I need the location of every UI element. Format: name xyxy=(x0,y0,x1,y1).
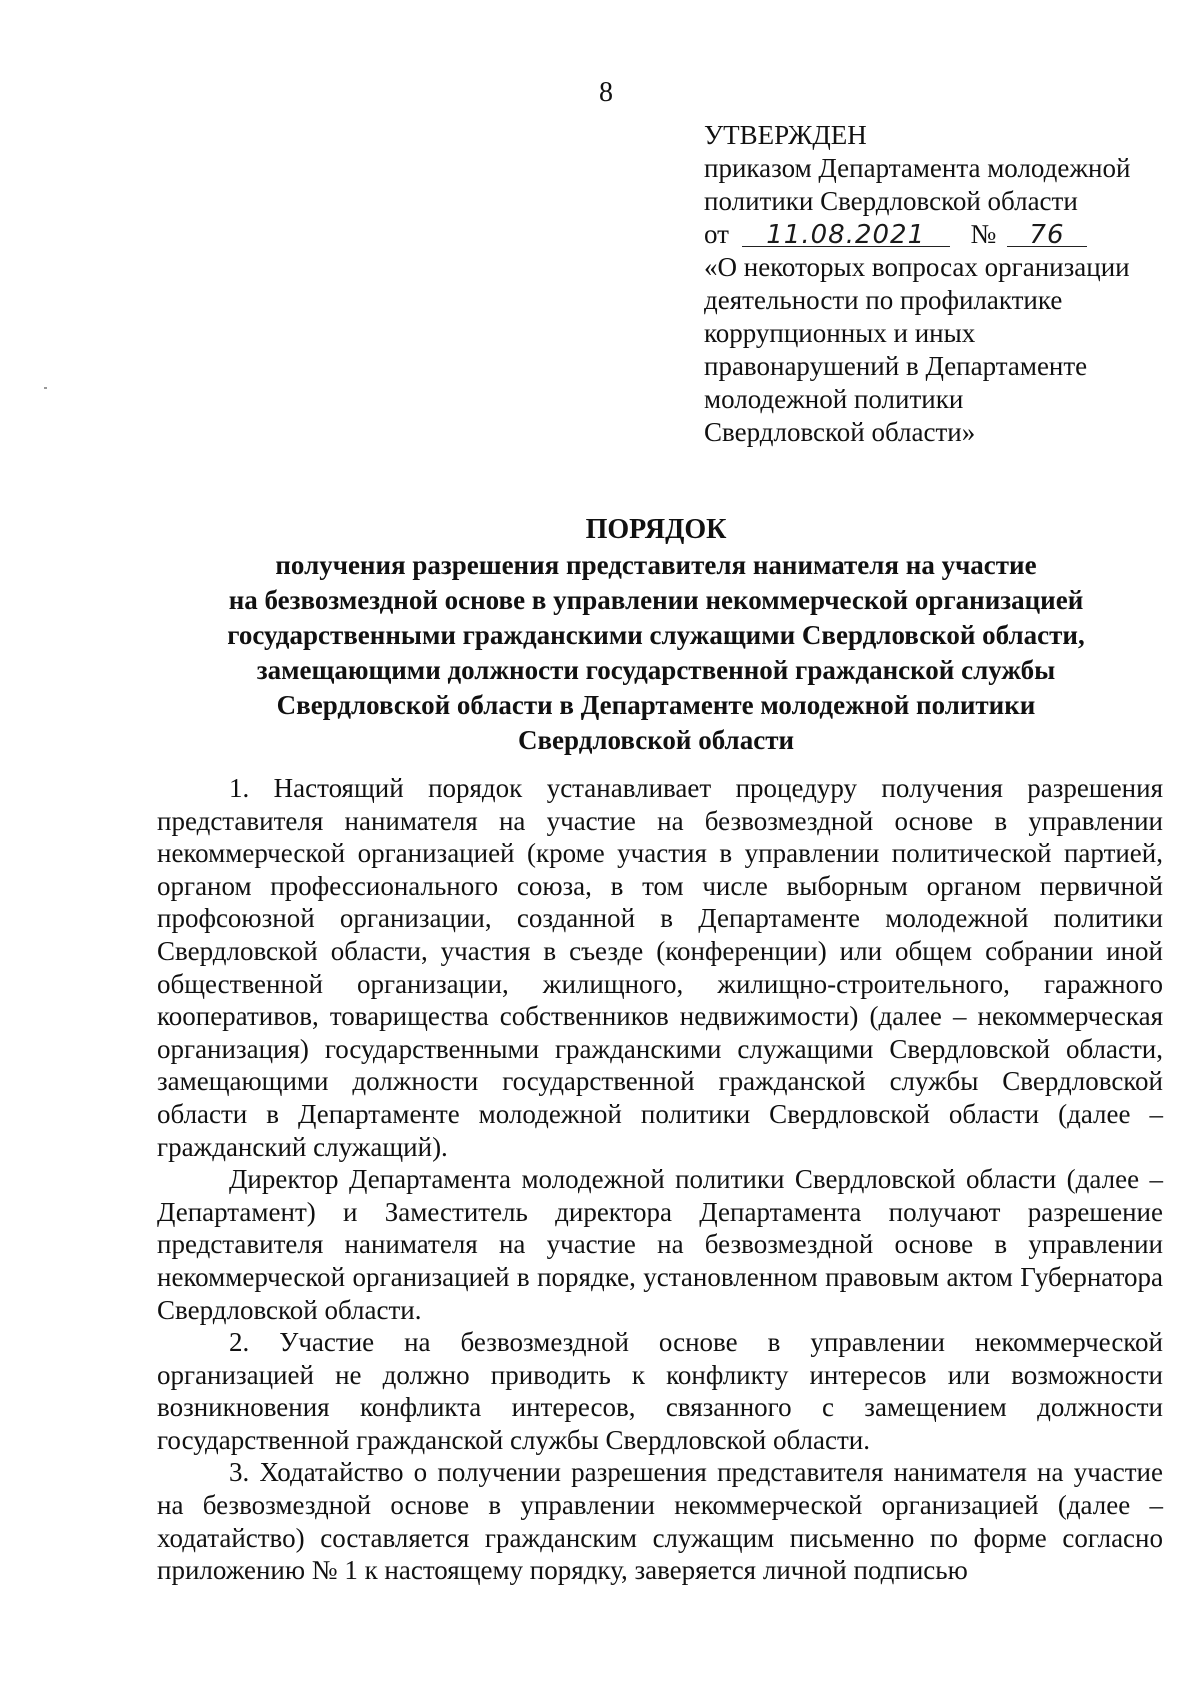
document-heading xyxy=(150,512,1162,758)
number-field xyxy=(1007,218,1087,250)
date-field xyxy=(742,218,950,250)
heading-line: на безвозмездной основе в управлении некоммерческой организацией xyxy=(228,585,1084,615)
subject-line: молодежной политики xyxy=(704,384,964,414)
page-number: 8 xyxy=(599,77,613,108)
heading-line: получения разрешения представителя нанимателя на участие xyxy=(275,550,1037,580)
heading-line: замещающими должности государственной гражданской службы xyxy=(256,655,1056,685)
handwritten-date: 11.08.2021 xyxy=(766,220,926,250)
paragraph: 1. Настоящий порядок устанавливает процедуру получения разрешения представителя нанимателя на участие на безвозмездной основе в управлении некоммерческой организацией (кроме участия в управлении политической партией, органом профессионального союза, в том числе выборным органом первичной профсоюзной организации, созданной в Департаменте молодежной политики Свердловской области, участия в съезде (конференции) или общем собрании иной общественной организации, жилищного, жилищно-строительного, гаражного кооперативов, товарищества собственников недвижимости) (далее – некоммерческая организация) государственными гражданскими служащими Свердловской области, замещающими должности государственной гражданской службы Свердловской области в Департаменте молодежной политики Свердловской области (далее – гражданский служащий). xyxy=(157,773,1163,1162)
subject-line: коррупционных и иных xyxy=(704,318,976,348)
handwritten-number: 76 xyxy=(1029,220,1065,250)
approval-status: УТВЕРЖДЕН xyxy=(704,120,867,150)
heading-line: Свердловской области xyxy=(517,725,795,755)
paragraph: 3. Ходатайство о получении разрешения представителя нанимателя на участие на безвозмездной основе в управлении некоммерческой организацией (далее – ходатайство) составляется гражданским служащим письменно по форме согласно приложению № 1 к настоящему порядку, заверяется личной подписью xyxy=(157,1457,1163,1586)
heading-line: Свердловской области в Департаменте молодежной политики xyxy=(276,690,1036,720)
paragraph: 2. Участие на безвозмездной основе в управлении некоммерческой организацией не должно приводить к конфликту интересов или возможности возникновения конфликта интересов, связанного с замещением должности государственной гражданской службы Свердловской области. xyxy=(157,1327,1163,1455)
paragraph: Директор Департамента молодежной политики Свердловской области (далее – Департамент) и Заместитель директора Департамента получают разрешение представителя нанимателя на участие на безвозмездной основе в управлении некоммерческой организацией в порядке, установленном правовым актом Губернатора Свердловской области. xyxy=(157,1164,1163,1325)
approval-subject xyxy=(704,251,1174,449)
heading-line: государственными гражданскими служащими Свердловской области, xyxy=(227,620,1085,650)
document-body xyxy=(157,772,1163,1587)
approval-line: приказом Департамента молодежной xyxy=(704,153,1131,183)
subject-line: деятельности по профилактике xyxy=(704,285,1063,315)
subject-line: правонарушений в Департаменте xyxy=(704,351,1088,381)
approval-line: политики Свердловской области xyxy=(704,186,1078,216)
subject-line: «О некоторых вопросах организации xyxy=(704,252,1130,282)
approval-block xyxy=(704,119,1174,449)
subject-line: Свердловской области» xyxy=(704,417,976,447)
date-prefix: от xyxy=(704,219,729,249)
scan-mark xyxy=(44,387,47,389)
number-prefix: № xyxy=(970,219,997,249)
approval-date-number-line xyxy=(704,218,1174,251)
document-title: ПОРЯДОК xyxy=(585,514,727,545)
